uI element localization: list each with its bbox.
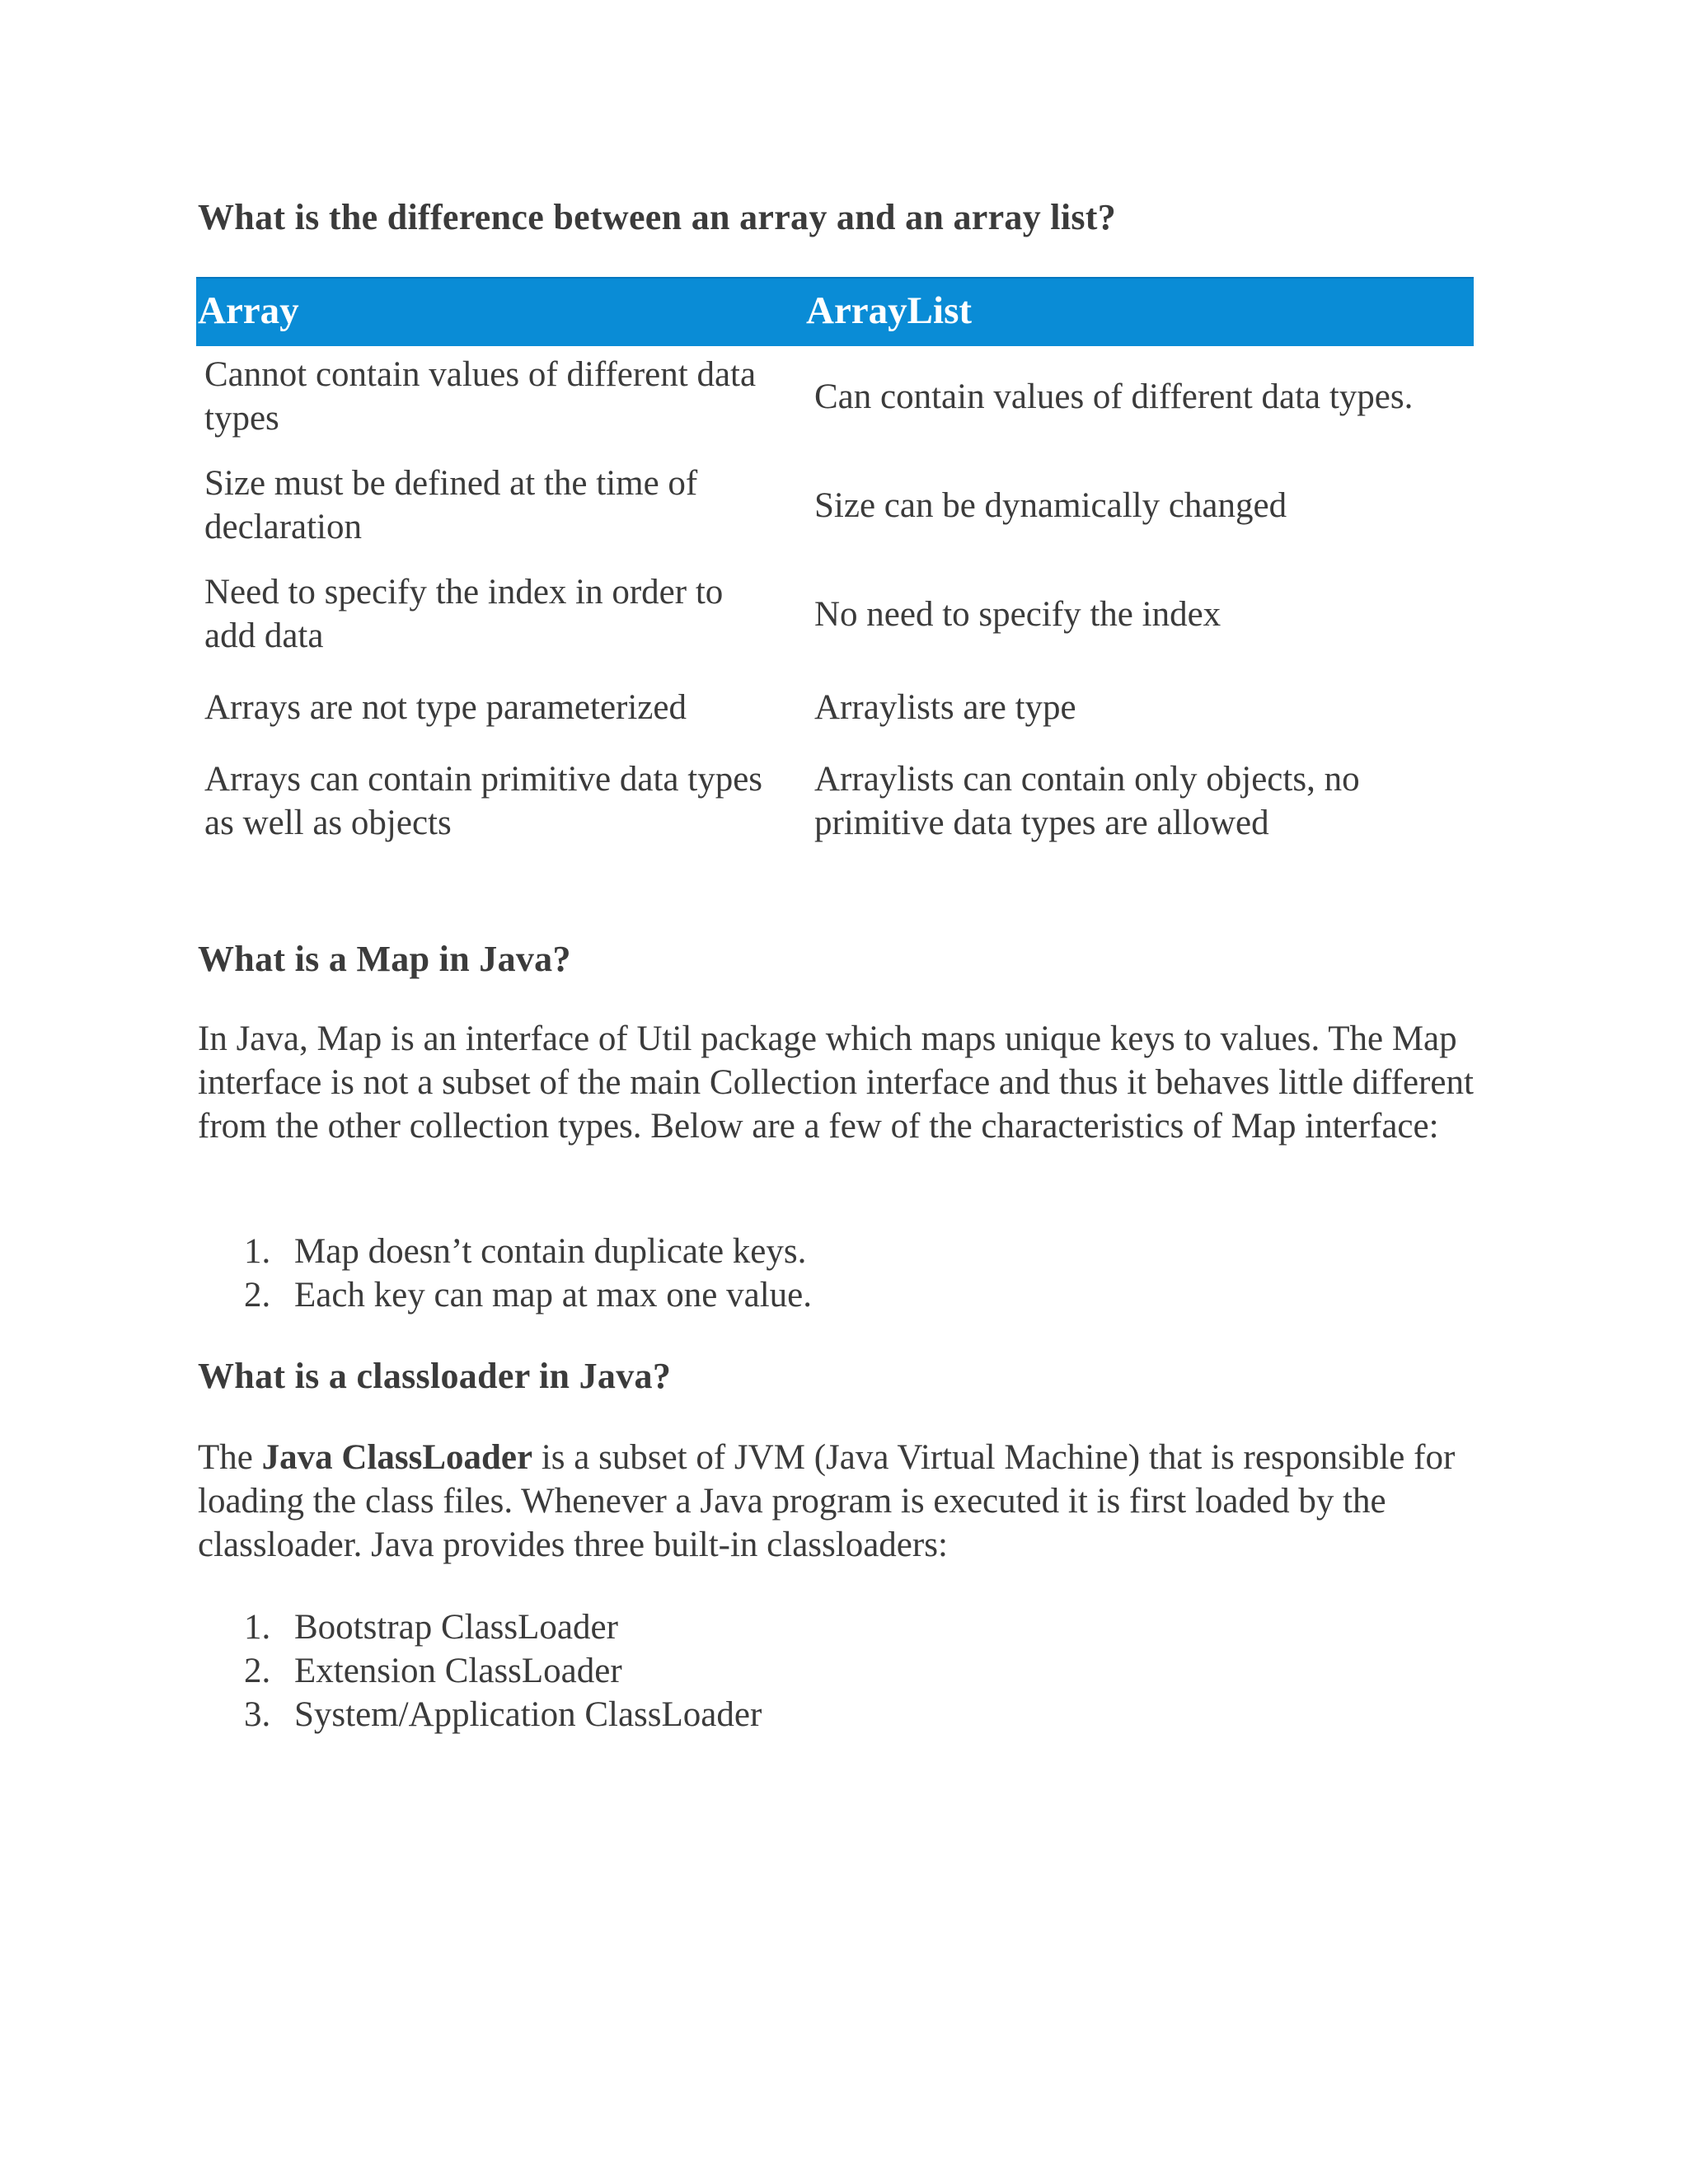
heading-classloader-in-java: What is a classloader in Java? — [198, 1356, 672, 1396]
map-characteristics-list — [198, 1230, 812, 1317]
table-cell-array: Cannot contain values of different data types — [204, 355, 757, 438]
list-item: 2. Each key can map at max one value. — [244, 1276, 812, 1315]
table-cell-array: Need to specify the index in order to add data — [204, 573, 724, 655]
table-cell-array: Size must be defined at the time of declaration — [204, 464, 698, 546]
list-item: 1. Map doesn’t contain duplicate keys. — [244, 1232, 807, 1271]
table-header-array: Array — [198, 289, 299, 332]
table-cell-arraylist: Arraylists are type — [814, 688, 1076, 727]
java-classloader-term: Java ClassLoader — [261, 1438, 533, 1477]
list-item: 3. System/Application ClassLoader — [244, 1695, 762, 1734]
heading-array-vs-arraylist: What is the difference between an array and an array list? — [198, 197, 1117, 237]
comparison-table — [196, 277, 1474, 842]
table-cell-arraylist: Size can be dynamically changed — [814, 486, 1287, 525]
heading-map-in-java: What is a Map in Java? — [198, 939, 571, 979]
classloader-description-paragraph: The Java ClassLoader is a subset of JVM (Java Virtual Machine) that is responsible for loading the class files. Whenever a Java program is executed it is first loaded by the classloader. Java provides three built-in classloaders: — [198, 1438, 1456, 1564]
table-cell-array: Arrays are not type parameterized — [204, 688, 687, 727]
map-description-paragraph: In Java, Map is an interface of Util package which maps unique keys to values. The Map interface is not a subset of the main Collection interface and thus it behaves little different from the other collection types. Below are a few of the characteristics of Map interface: — [198, 1019, 1474, 1146]
table-header-arraylist: ArrayList — [806, 289, 973, 332]
classloader-types-list — [198, 1605, 762, 1736]
table-header-row — [196, 277, 1474, 346]
table-cell-arraylist: Can contain values of different data types. — [814, 377, 1414, 416]
table-cell-arraylist: Arraylists can contain only objects, no primitive data types are allowed — [814, 760, 1360, 842]
list-item: 2. Extension ClassLoader — [244, 1652, 622, 1690]
table-cell-arraylist: No need to specify the index — [814, 595, 1221, 634]
list-item: 1. Bootstrap ClassLoader — [244, 1608, 618, 1647]
table-cell-array: Arrays can contain primitive data types as well as objects — [204, 760, 763, 842]
